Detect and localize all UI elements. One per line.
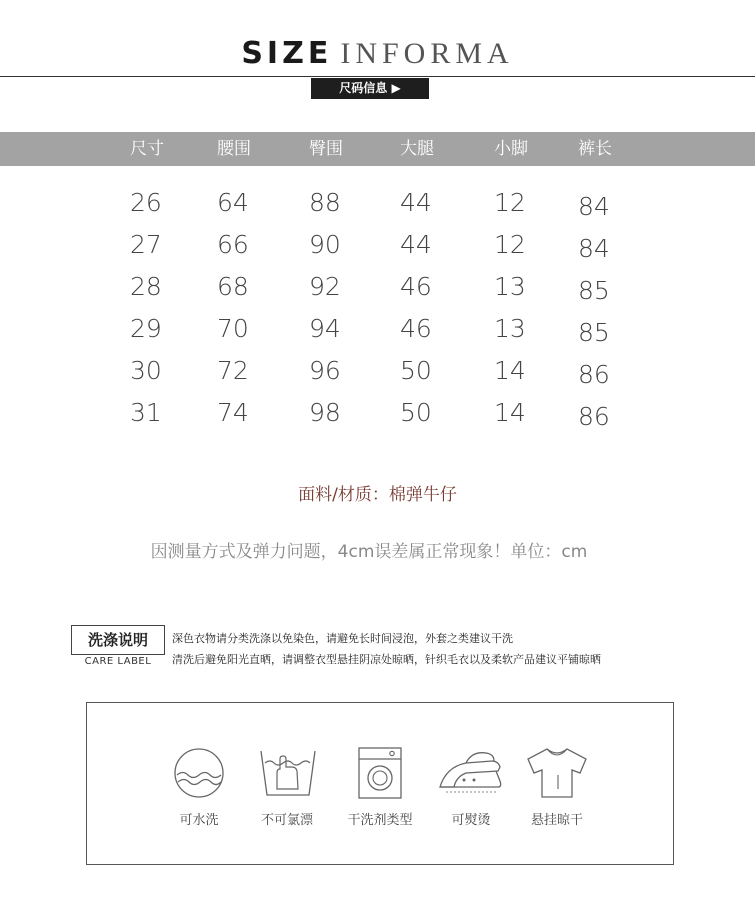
table-cell: 66 xyxy=(217,230,249,259)
table-cell: 86 xyxy=(578,360,610,389)
table-cell: 50 xyxy=(400,356,432,385)
table-cell: 28 xyxy=(130,272,162,301)
table-cell: 98 xyxy=(309,398,341,427)
table-row xyxy=(0,224,755,266)
table-cell: 96 xyxy=(309,356,341,385)
table-cell: 44 xyxy=(400,188,432,217)
table-row xyxy=(0,182,755,224)
table-row xyxy=(0,308,755,350)
care-icon-label: 悬挂晾干 xyxy=(530,813,583,828)
table-cell: 13 xyxy=(494,314,526,343)
column-header-length: 裤长 xyxy=(578,139,612,159)
title-divider xyxy=(0,76,755,77)
table-cell: 84 xyxy=(578,192,610,221)
table-cell: 27 xyxy=(130,230,162,259)
care-icon-label: 干洗剂类型 xyxy=(347,813,413,828)
table-cell: 12 xyxy=(494,188,526,217)
table-cell: 46 xyxy=(400,272,432,301)
subtitle-badge: 尺码信息 ▶ xyxy=(311,78,429,99)
table-cell: 13 xyxy=(494,272,526,301)
table-cell: 14 xyxy=(494,398,526,427)
iron-icon xyxy=(436,745,506,801)
hang-dry-icon xyxy=(522,745,592,801)
table-cell: 85 xyxy=(578,318,610,347)
size-table-header xyxy=(0,132,755,166)
care-icon-label: 可水洗 xyxy=(179,813,219,828)
material-text: 面料/材质：棉弹牛仔 xyxy=(298,485,457,505)
care-instruction-line-1: 深色衣物请分类洗涤以免染色，请避免长时间浸泡，外套之类建议干洗 xyxy=(172,632,513,645)
care-instruction-line-2: 清洗后避免阳光直晒，请调整衣型悬挂阴凉处晾晒，针织毛衣以及柔软产品建议平铺晾晒 xyxy=(172,653,601,666)
table-cell: 84 xyxy=(578,234,610,263)
table-cell: 85 xyxy=(578,276,610,305)
care-icon-label: 不可氯漂 xyxy=(260,813,313,828)
column-header-leg-opening: 小脚 xyxy=(494,139,528,159)
table-cell: 12 xyxy=(494,230,526,259)
table-cell: 94 xyxy=(309,314,341,343)
table-cell: 14 xyxy=(494,356,526,385)
table-cell: 44 xyxy=(400,230,432,259)
no-bleach-icon xyxy=(253,745,323,801)
table-cell: 64 xyxy=(217,188,249,217)
table-cell: 92 xyxy=(309,272,341,301)
table-cell: 31 xyxy=(130,398,162,427)
table-cell: 68 xyxy=(217,272,249,301)
table-row xyxy=(0,266,755,308)
column-header-hip: 臀围 xyxy=(309,139,343,159)
table-cell: 72 xyxy=(217,356,249,385)
table-cell: 29 xyxy=(130,314,162,343)
table-cell: 30 xyxy=(130,356,162,385)
washable-icon xyxy=(164,745,234,801)
page-title xyxy=(0,36,755,72)
title-light: INFORMA xyxy=(340,37,514,70)
dry-clean-icon xyxy=(345,745,415,801)
column-header-size: 尺寸 xyxy=(130,139,164,159)
table-row xyxy=(0,350,755,392)
table-cell: 46 xyxy=(400,314,432,343)
table-cell: 90 xyxy=(309,230,341,259)
column-header-waist: 腰围 xyxy=(217,139,251,159)
table-cell: 26 xyxy=(130,188,162,217)
table-cell: 70 xyxy=(217,314,249,343)
title-bold: SIZE xyxy=(241,36,333,71)
table-cell: 74 xyxy=(217,398,249,427)
care-label-en: CARE LABEL xyxy=(84,656,152,667)
table-cell: 88 xyxy=(309,188,341,217)
table-row xyxy=(0,392,755,434)
size-table-body xyxy=(0,182,755,434)
column-header-thigh: 大腿 xyxy=(400,139,434,159)
care-icon-label: 可熨烫 xyxy=(451,813,491,828)
care-title-box: 洗涤说明 xyxy=(71,625,165,655)
measurement-note: 因测量方式及弹力问题，4cm误差属正常现象！单位：cm xyxy=(150,542,588,562)
table-cell: 86 xyxy=(578,402,610,431)
table-cell: 50 xyxy=(400,398,432,427)
